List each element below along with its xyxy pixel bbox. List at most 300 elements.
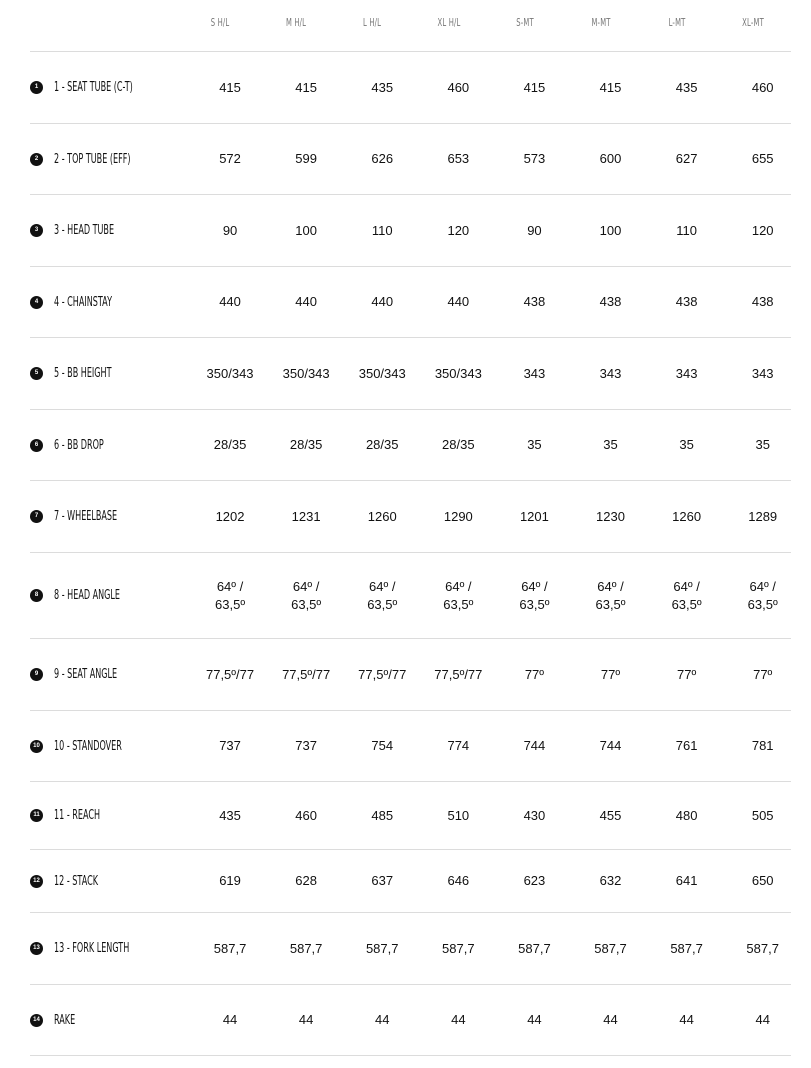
row-number-badge: 4 (30, 296, 43, 309)
cell-value: 655 (751, 151, 774, 166)
cell-value: 1260 (672, 508, 702, 524)
table-cell (725, 578, 801, 614)
table-cell (649, 737, 725, 755)
cell-value: 737 (295, 738, 317, 753)
row-label-cell (30, 438, 192, 453)
table-cell (344, 807, 420, 825)
table-cell (344, 222, 420, 240)
table-cell (649, 872, 725, 890)
row-number-badge: 2 (30, 153, 43, 166)
table-cell (572, 872, 648, 890)
cell-value: 435 (219, 807, 241, 823)
cell-value: 1201 (519, 508, 549, 524)
row-label-cell (30, 808, 192, 823)
table-cell (725, 436, 801, 454)
header-row (30, 0, 791, 52)
row-label-cell (30, 152, 192, 167)
table-cell (420, 79, 496, 97)
cell-value: 628 (295, 873, 317, 888)
cell-value: 1289 (748, 508, 778, 524)
cell-value: 44 (451, 1012, 466, 1027)
table-cell (344, 79, 420, 97)
table-cell (344, 737, 420, 755)
table-cell (344, 872, 420, 890)
column-header: L H/L (363, 16, 382, 29)
table-cell (344, 578, 420, 614)
cell-value: 77,5º/77 (282, 666, 331, 682)
cell-value: 77,5º/77 (205, 666, 255, 682)
cell-value: 63,5º (291, 596, 322, 612)
row-number-badge: 13 (30, 942, 43, 955)
table-cell (420, 578, 496, 614)
cell-value: 438 (599, 294, 622, 309)
table-row (30, 481, 791, 553)
cell-value: 573 (523, 151, 546, 166)
cell-value: 460 (447, 79, 470, 95)
table-cell (649, 1011, 725, 1029)
header-label-spacer (30, 0, 182, 51)
table-cell (420, 1011, 496, 1029)
cell-value: 1231 (291, 508, 321, 524)
row-label-cell (30, 295, 192, 310)
row-number-badge: 10 (30, 740, 43, 753)
row-label-cell (30, 80, 192, 95)
table-cell (344, 436, 420, 454)
cell-value: 35 (755, 437, 770, 452)
cell-value: 77,5º/77 (358, 666, 407, 682)
table-cell (420, 436, 496, 454)
row-label-cell (30, 739, 192, 754)
cell-value: 100 (599, 222, 622, 238)
cell-value: 350/343 (206, 365, 254, 381)
cell-value: 781 (751, 738, 774, 753)
row-label: 13 - FORK LENGTH (54, 941, 130, 956)
table-cell (496, 666, 572, 684)
cell-value: 64º / (749, 578, 776, 594)
table-cell (268, 807, 344, 825)
table-cell (725, 807, 801, 825)
table-cell (572, 222, 648, 240)
cell-value: 44 (527, 1012, 542, 1027)
cell-value: 623 (523, 873, 546, 888)
table-cell (192, 666, 268, 684)
table-cell (420, 872, 496, 890)
cell-value: 63,5º (215, 596, 246, 612)
table-row (30, 410, 791, 481)
table-cell (496, 1011, 572, 1029)
geometry-table (30, 0, 791, 1056)
table-cell (268, 436, 344, 454)
cell-value: 63,5º (443, 596, 474, 612)
row-number-badge: 6 (30, 439, 43, 452)
cell-value: 438 (675, 294, 698, 309)
cell-value: 120 (447, 222, 470, 238)
cell-value: 774 (447, 738, 470, 753)
cell-value: 44 (603, 1012, 618, 1027)
table-cell (192, 737, 268, 755)
cell-value: 744 (599, 738, 622, 753)
cell-value: 64º / (292, 578, 320, 594)
cell-value: 505 (751, 807, 774, 823)
cell-value: 63,5º (747, 596, 778, 612)
row-label-cell (30, 588, 192, 603)
cell-value: 64º / (673, 578, 700, 594)
cell-value: 64º / (216, 578, 244, 594)
table-cell (725, 150, 801, 168)
table-row (30, 195, 791, 267)
cell-value: 627 (675, 151, 698, 166)
table-cell (496, 222, 572, 240)
table-cell (192, 150, 268, 168)
cell-value: 1202 (215, 508, 245, 524)
cell-value: 28/35 (213, 437, 247, 452)
table-cell (725, 666, 801, 684)
table-cell (649, 436, 725, 454)
table-row (30, 124, 791, 195)
table-cell (649, 578, 725, 614)
cell-value: 35 (527, 437, 542, 452)
cell-value: 44 (375, 1012, 390, 1027)
cell-value: 343 (751, 365, 774, 381)
column-header: S H/L (210, 16, 230, 29)
row-number-badge: 1 (30, 81, 43, 94)
row-number-badge: 9 (30, 668, 43, 681)
row-number-badge: 8 (30, 589, 43, 602)
row-label-cell (30, 223, 192, 238)
cell-value: 77º (753, 666, 773, 682)
row-label: 9 - SEAT ANGLE (54, 667, 118, 682)
row-label: 7 - WHEELBASE (54, 509, 118, 524)
cell-value: 641 (675, 873, 698, 888)
cell-value: 460 (751, 79, 774, 95)
cell-value: 77,5º/77 (434, 666, 483, 682)
table-cell (344, 666, 420, 684)
table-row (30, 985, 791, 1056)
table-cell (344, 150, 420, 168)
cell-value: 120 (751, 222, 774, 238)
table-cell (268, 1011, 344, 1029)
table-cell (268, 666, 344, 684)
cell-value: 754 (371, 738, 394, 753)
cell-value: 28/35 (365, 437, 399, 452)
table-row (30, 553, 791, 639)
table-cell (649, 293, 725, 311)
table-cell (725, 365, 801, 383)
cell-value: 435 (675, 79, 698, 95)
cell-value: 440 (447, 294, 470, 309)
table-cell (192, 293, 268, 311)
table-row (30, 639, 791, 711)
cell-value: 64º / (597, 578, 624, 594)
table-cell (496, 940, 572, 958)
cell-value: 587,7 (746, 940, 779, 956)
table-cell (725, 737, 801, 755)
row-label: 8 - HEAD ANGLE (54, 588, 120, 603)
cell-value: 737 (219, 738, 241, 753)
row-number-badge: 3 (30, 224, 43, 237)
cell-value: 587,7 (670, 940, 703, 956)
table-cell (572, 666, 648, 684)
table-cell (268, 872, 344, 890)
row-label: 10 - STANDOVER (54, 738, 122, 754)
row-number-badge: 14 (30, 1014, 43, 1027)
table-cell (192, 365, 268, 383)
row-label: 6 - BB DROP (54, 437, 104, 453)
cell-value: 600 (599, 151, 622, 166)
cell-value: 64º / (445, 578, 472, 594)
table-cell (496, 872, 572, 890)
cell-value: 1290 (443, 508, 473, 524)
cell-value: 510 (447, 807, 470, 823)
table-cell (268, 578, 344, 614)
cell-value: 1230 (596, 508, 625, 524)
table-cell (192, 222, 268, 240)
table-cell (420, 737, 496, 755)
row-label-cell (30, 667, 192, 682)
cell-value: 77º (677, 666, 697, 682)
table-cell (572, 807, 648, 825)
cell-value: 350/343 (358, 365, 406, 381)
table-cell (572, 150, 648, 168)
cell-value: 90 (222, 222, 238, 238)
table-cell (344, 508, 420, 526)
table-cell (420, 940, 496, 958)
table-cell (192, 508, 268, 526)
cell-value: 415 (295, 79, 317, 95)
table-cell (649, 365, 725, 383)
cell-value: 626 (371, 151, 394, 166)
cell-value: 35 (603, 437, 618, 452)
row-label: 1 - SEAT TUBE (C-T) (54, 80, 133, 95)
table-cell (649, 508, 725, 526)
cell-value: 653 (447, 151, 470, 166)
cell-value: 343 (675, 365, 698, 381)
cell-value: 587,7 (365, 940, 399, 956)
table-cell (496, 508, 572, 526)
cell-value: 587,7 (442, 940, 475, 956)
cell-value: 587,7 (518, 940, 551, 956)
cell-value: 435 (371, 79, 394, 95)
table-cell (192, 436, 268, 454)
row-label-cell (30, 1013, 192, 1028)
row-label-cell (30, 874, 192, 889)
cell-value: 77º (524, 666, 545, 682)
cell-value: 440 (371, 294, 394, 309)
row-number-badge: 7 (30, 510, 43, 523)
table-cell (725, 508, 801, 526)
table-cell (268, 293, 344, 311)
cell-value: 35 (679, 437, 694, 452)
table-cell (725, 293, 801, 311)
table-cell (725, 222, 801, 240)
cell-value: 44 (755, 1012, 770, 1027)
table-cell (496, 436, 572, 454)
cell-value: 28/35 (289, 437, 323, 452)
cell-value: 619 (219, 873, 241, 888)
cell-value: 438 (523, 294, 546, 309)
row-number-badge: 12 (30, 875, 43, 888)
cell-value: 650 (751, 873, 774, 888)
cell-value: 1260 (367, 508, 397, 524)
cell-value: 63,5º (671, 596, 702, 612)
column-header: XL H/L (437, 16, 461, 29)
row-label: RAKE (54, 1012, 76, 1028)
table-row (30, 711, 791, 782)
table-cell (725, 79, 801, 97)
cell-value: 599 (295, 151, 317, 166)
cell-value: 63,5º (367, 596, 398, 612)
table-cell (649, 807, 725, 825)
cell-value: 430 (523, 807, 546, 823)
table-cell (649, 150, 725, 168)
row-label: 3 - HEAD TUBE (54, 223, 115, 238)
row-label-cell (30, 366, 192, 381)
table-cell (420, 807, 496, 825)
table-cell (192, 79, 268, 97)
table-row (30, 850, 791, 913)
table-cell (649, 666, 725, 684)
cell-value: 44 (679, 1012, 694, 1027)
row-label: 5 - BB HEIGHT (54, 366, 112, 381)
row-label-cell (30, 941, 192, 956)
table-row (30, 913, 791, 985)
table-cell (725, 1011, 801, 1029)
table-cell (649, 222, 725, 240)
row-label: 12 - STACK (54, 873, 98, 889)
table-cell (496, 79, 572, 97)
table-cell (420, 508, 496, 526)
cell-value: 415 (523, 79, 546, 95)
table-cell (572, 79, 648, 97)
cell-value: 64º / (369, 578, 396, 594)
table-cell (420, 222, 496, 240)
cell-value: 63,5º (519, 596, 550, 612)
cell-value: 485 (371, 807, 394, 823)
table-cell (496, 578, 572, 614)
column-header: L-MT (668, 16, 686, 29)
table-cell (496, 807, 572, 825)
row-label: 4 - CHAINSTAY (54, 294, 112, 310)
cell-value: 350/343 (282, 365, 330, 381)
cell-value: 110 (371, 222, 393, 238)
table-cell (344, 293, 420, 311)
column-header: M-MT (591, 16, 611, 29)
table-cell (344, 1011, 420, 1029)
cell-value: 587,7 (289, 940, 323, 956)
table-cell (649, 79, 725, 97)
cell-value: 343 (599, 365, 622, 381)
cell-value: 440 (295, 294, 317, 309)
table-row (30, 267, 791, 338)
table-cell (725, 872, 801, 890)
cell-value: 480 (675, 807, 698, 823)
cell-value: 460 (295, 807, 317, 823)
column-header: M H/L (286, 16, 307, 29)
table-cell (268, 365, 344, 383)
table-cell (268, 79, 344, 97)
cell-value: 64º / (521, 578, 548, 594)
cell-value: 343 (523, 365, 546, 381)
cell-value: 637 (371, 873, 394, 888)
table-cell (420, 666, 496, 684)
cell-value: 440 (219, 294, 241, 309)
table-body (30, 52, 791, 1056)
cell-value: 587,7 (213, 940, 247, 956)
cell-value: 761 (675, 738, 698, 753)
cell-value: 572 (219, 151, 241, 166)
table-cell (192, 578, 268, 614)
cell-value: 438 (751, 294, 774, 309)
column-header: S-MT (515, 16, 534, 29)
cell-value: 455 (599, 807, 622, 823)
table-cell (420, 365, 496, 383)
cell-value: 350/343 (434, 365, 482, 381)
cell-value: 28/35 (442, 437, 475, 452)
table-cell (572, 293, 648, 311)
cell-value: 63,5º (595, 596, 626, 612)
row-label-cell (30, 509, 192, 524)
table-row (30, 52, 791, 124)
row-number-badge: 11 (30, 809, 43, 822)
table-cell (192, 872, 268, 890)
table-cell (192, 1011, 268, 1029)
row-number-badge: 5 (30, 367, 43, 380)
table-cell (268, 150, 344, 168)
cell-value: 44 (298, 1012, 314, 1027)
table-cell (420, 293, 496, 311)
table-row (30, 782, 791, 850)
cell-value: 415 (599, 79, 622, 95)
table-cell (572, 578, 648, 614)
row-label: 2 - TOP TUBE (EFF) (54, 151, 131, 167)
cell-value: 44 (222, 1012, 238, 1027)
table-cell (268, 508, 344, 526)
table-cell (496, 293, 572, 311)
table-cell (725, 940, 801, 958)
cell-value: 646 (447, 873, 470, 888)
table-cell (268, 222, 344, 240)
table-cell (268, 940, 344, 958)
cell-value: 744 (523, 738, 546, 753)
table-cell (572, 365, 648, 383)
row-label: 11 - REACH (54, 808, 101, 823)
table-row (30, 338, 791, 410)
table-cell (572, 436, 648, 454)
cell-value: 110 (676, 222, 697, 238)
table-cell (268, 737, 344, 755)
table-cell (344, 940, 420, 958)
cell-value: 100 (295, 222, 317, 238)
cell-value: 587,7 (594, 940, 627, 956)
table-cell (496, 150, 572, 168)
column-header: XL-MT (742, 16, 764, 29)
cell-value: 415 (219, 79, 241, 95)
table-cell (572, 1011, 648, 1029)
table-cell (572, 737, 648, 755)
cell-value: 632 (599, 873, 622, 888)
cell-value: 77º (600, 666, 621, 682)
cell-value: 90 (527, 222, 542, 238)
table-cell (496, 737, 572, 755)
table-cell (649, 940, 725, 958)
table-cell (572, 940, 648, 958)
table-cell (496, 365, 572, 383)
table-cell (192, 940, 268, 958)
table-cell (572, 508, 648, 526)
table-cell (344, 365, 420, 383)
table-cell (420, 150, 496, 168)
table-cell (192, 807, 268, 825)
